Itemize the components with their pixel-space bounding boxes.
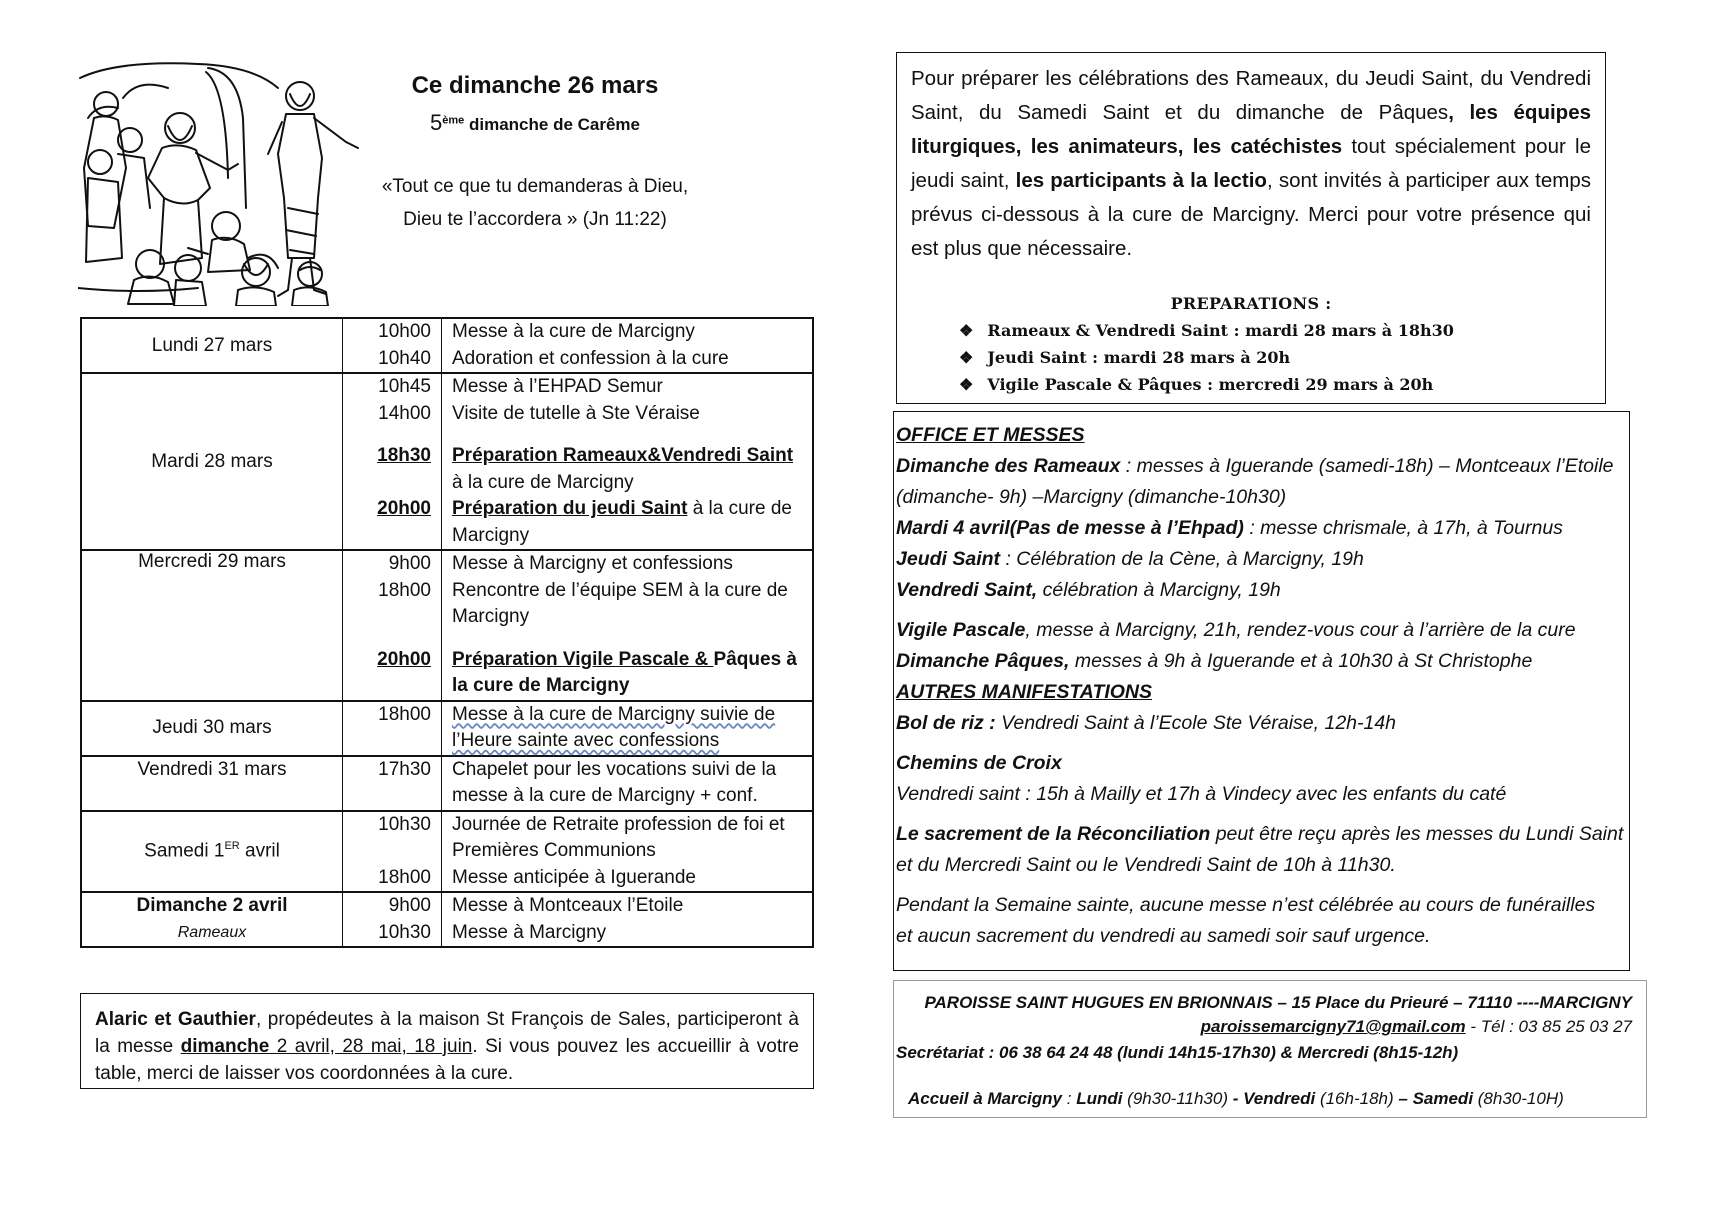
activity: Messe à la cure de Marcigny xyxy=(452,321,695,342)
time: 20h00 xyxy=(377,648,431,670)
activities-cell xyxy=(442,756,814,811)
time: 18h00 xyxy=(378,579,431,601)
office-line xyxy=(896,451,1629,482)
accueil-hours: (8h30-10H) xyxy=(1473,1089,1564,1108)
activity-text: Préparation Vigile Pascale & xyxy=(452,648,714,670)
time: 17h30 xyxy=(378,758,431,780)
time: 10h30 xyxy=(378,813,431,835)
office-line xyxy=(896,513,1629,544)
activity-text: à la cure de xyxy=(687,498,792,519)
office-text: messes à 9h à Iguerande et à 10h30 à St Christophe xyxy=(1069,650,1533,672)
page-title: Ce dimanche 26 mars xyxy=(411,72,659,99)
activity: Visite de tutelle à Ste Véraise xyxy=(452,402,700,424)
office-text: : Célébration de la Cène, à Marcigny, 19h xyxy=(1000,548,1364,570)
activity: à la cure de Marcigny xyxy=(452,471,634,493)
time: 10h30 xyxy=(378,921,431,943)
office-line: Pendant la Semaine sainte, aucune messe n’est célébrée au cours de funérailles xyxy=(896,894,1596,916)
day-text: Samedi 1 xyxy=(144,840,225,862)
office-text: : messe chrismale, à 17h, à Tournus xyxy=(1243,517,1563,539)
notice-names: Alaric et Gauthier xyxy=(95,1009,256,1030)
schedule-row-lundi xyxy=(81,318,813,373)
accueil-hours: (16h-18h) xyxy=(1315,1089,1399,1108)
activity-highlight: la cure de Marcigny xyxy=(452,675,630,696)
preparation-item xyxy=(959,371,1591,398)
subtitle-text: dimanche de Carême xyxy=(464,115,641,134)
office-line: Vendredi saint : 15h à Mailly et 17h à Vindecy avec les enfants du caté xyxy=(896,783,1507,805)
activity-highlight xyxy=(452,647,806,674)
activity: Messe anticipée à Iguerande xyxy=(452,866,696,888)
page-subtitle xyxy=(360,110,710,136)
preparations-title: PREPARATIONS : xyxy=(1170,294,1332,313)
day-cell xyxy=(81,892,343,947)
office-line: et aucun sacrement du vendredi au samedi soir sauf urgence. xyxy=(896,925,1431,947)
subtitle-number: 5 xyxy=(429,110,443,135)
parish-address: PAROISSE SAINT HUGUES EN BRIONNAIS – 15 Place du Prieuré – 71110 ----MARCIGNY xyxy=(924,993,1632,1012)
parish-accueil xyxy=(908,1089,1564,1109)
schedule-row-mardi xyxy=(81,373,813,550)
accueil-day: - Vendredi xyxy=(1232,1089,1316,1108)
day-text: Dimanche 2 avril xyxy=(136,895,288,916)
schedule-row-vendredi xyxy=(81,756,813,811)
preparation-text: Vigile Pascale & Pâques : mercredi 29 mars à 20h xyxy=(987,375,1434,394)
weekly-schedule-table xyxy=(80,317,814,948)
times-cell xyxy=(343,318,442,373)
times-cell xyxy=(343,701,442,756)
lazarus-illustration xyxy=(78,58,368,306)
activity: Messe à l’EHPAD Semur xyxy=(452,376,663,397)
subtitle-ordinal: ème xyxy=(442,114,465,127)
activity: Premières Communions xyxy=(452,840,656,861)
quote-line-2: Dieu te l’accordera » (Jn 11:22) xyxy=(403,209,667,230)
quote-line-1: «Tout ce que tu demanderas à Dieu, xyxy=(381,176,689,197)
time: 18h30 xyxy=(377,445,431,466)
time: 10h45 xyxy=(378,376,431,397)
office-messes-box xyxy=(893,411,1630,971)
office-line: (dimanche- 9h) –Marcigny (dimanche-10h30) xyxy=(896,486,1287,508)
preparation-text: Jeudi Saint : mardi 28 mars à 20h xyxy=(987,348,1291,367)
day-subtitle: Rameaux xyxy=(177,923,247,941)
activities-cell xyxy=(442,318,814,373)
seminarians-notice xyxy=(80,993,814,1089)
office-text: : messes à Iguerande (samedi-18h) – Montceaux l’Etoile xyxy=(1120,455,1614,477)
activity-text: Pâques à xyxy=(713,648,797,670)
schedule-row-dimanche xyxy=(81,892,813,947)
office-line xyxy=(896,544,1629,575)
activity: l’Heure sainte avec confessions xyxy=(452,730,720,751)
time: 18h00 xyxy=(378,866,431,888)
activity: Marcigny xyxy=(452,606,530,627)
office-label: Le sacrement de la Réconciliation xyxy=(896,823,1211,845)
times-cell xyxy=(343,756,442,811)
schedule-row-samedi xyxy=(81,811,813,893)
intro-text: , sont invités à participer aux temps prévus ci-dessous à la cure de Marcigny. Merci pour votre présence qui est plus que nécessaire. xyxy=(911,169,1592,260)
office-label: Mardi 4 avril(Pas de messe à l’Ehpad) xyxy=(896,517,1244,539)
parish-contact-line xyxy=(1201,1017,1632,1037)
section-heading-office: OFFICE ET MESSES xyxy=(896,424,1085,446)
notice-text: , propédeutes à la maison St François de Sales, participeront à la messe xyxy=(95,1009,799,1057)
schedule-row-mercredi xyxy=(81,550,813,701)
office-text: , messe à Marcigny, 21h, rendez-vous cour à l’arrière de la cure xyxy=(1025,619,1576,641)
office-line xyxy=(896,708,1629,739)
activities-cell xyxy=(442,892,814,947)
notice-dimanche: dimanche xyxy=(180,1036,270,1057)
activities-cell xyxy=(442,811,814,893)
office-line: et du Mercredi Saint ou le Vendredi Saint de 10h à 11h30. xyxy=(896,854,1396,876)
office-label: Dimanche Pâques, xyxy=(896,650,1070,672)
preparations-box xyxy=(896,52,1606,404)
section-heading-autres: AUTRES MANIFESTATIONS xyxy=(896,681,1153,703)
office-line xyxy=(896,819,1629,850)
activity: Journée de Retraite profession de foi et xyxy=(452,813,785,835)
activity: Chapelet pour les vocations suivi de la xyxy=(452,758,777,780)
day-ordinal: ER xyxy=(224,840,240,853)
time: 10h40 xyxy=(378,347,431,369)
activity: Adoration et confession à la cure xyxy=(452,347,729,369)
notice-text: . Si vous pouvez les accueillir à votre table, merci de laisser vos coordonnées à la cure. xyxy=(95,1036,799,1084)
preparations-intro xyxy=(911,62,1591,266)
day-cell: Mercredi 29 mars xyxy=(81,550,343,701)
office-label: Chemins de Croix xyxy=(896,752,1062,774)
day-cell xyxy=(81,811,343,893)
time: 10h00 xyxy=(378,321,431,342)
parish-contact-box xyxy=(893,980,1647,1118)
diamond-bullet-icon: ❖ xyxy=(959,321,974,340)
time: 14h00 xyxy=(378,402,431,424)
accueil-hours: (9h30-11h30) xyxy=(1122,1089,1233,1108)
diamond-bullet-icon: ❖ xyxy=(959,375,974,394)
parish-email-link[interactable]: paroissemarcigny71@gmail.com xyxy=(1200,1017,1466,1036)
activity-highlight: Préparation du jeudi Saint xyxy=(452,498,688,519)
office-line xyxy=(896,575,1629,606)
activity xyxy=(452,496,806,523)
day-cell: Lundi 27 mars xyxy=(81,318,343,373)
time: 18h00 xyxy=(378,703,431,725)
accueil-label: Accueil à Marcigny xyxy=(908,1089,1063,1108)
preparation-item xyxy=(959,317,1591,344)
time: 20h00 xyxy=(377,498,431,519)
intro-bold: les participants à la lectio xyxy=(1015,169,1267,192)
office-label: Vigile Pascale xyxy=(896,619,1026,641)
intro-text: Pour préparer les célébrations des Rameaux, du Jeudi Saint, du Vendredi Saint, du Samedi Saint et du dimanche de Pâques xyxy=(911,67,1591,124)
preparations-list xyxy=(959,317,1591,398)
intro-bold: , les équipes liturgiques, les animateurs, les catéchistes xyxy=(911,101,1591,158)
notice-dates: 2 avril, 28 mai, 18 juin xyxy=(269,1036,473,1057)
times-cell xyxy=(343,373,442,550)
preparation-item xyxy=(959,344,1591,371)
office-line xyxy=(896,615,1629,646)
time: 9h00 xyxy=(388,553,431,574)
times-cell xyxy=(343,811,442,893)
office-label: Bol de riz : xyxy=(896,712,996,734)
parish-secretariat: Secrétariat : 06 38 64 24 48 (lundi 14h15-17h30) & Mercredi (8h15-12h) xyxy=(896,1043,1459,1062)
activity: Messe à Marcigny xyxy=(452,921,607,943)
activities-cell xyxy=(442,701,814,756)
parish-phone: - Tél : 03 85 25 03 27 xyxy=(1465,1017,1632,1036)
activity: messe à la cure de Marcigny + conf. xyxy=(452,785,758,806)
day-text: avril xyxy=(239,840,280,862)
office-text: Vendredi Saint à l’Ecole Ste Véraise, 12h-14h xyxy=(995,712,1397,734)
activity: Messe à la cure de Marcigny suivie de xyxy=(452,703,776,725)
times-cell xyxy=(343,550,442,701)
day-cell: Mardi 28 mars xyxy=(81,373,343,550)
accueil-text: : xyxy=(1062,1089,1077,1108)
activities-cell xyxy=(442,373,814,550)
office-text: peut être reçu après les messes du Lundi Saint xyxy=(1210,823,1624,845)
schedule-row-jeudi xyxy=(81,701,813,756)
accueil-day: – Samedi xyxy=(1398,1089,1474,1108)
accueil-day: Lundi xyxy=(1076,1089,1123,1108)
office-label: Dimanche des Rameaux xyxy=(896,455,1121,477)
office-label: Vendredi Saint, xyxy=(896,579,1038,601)
time: 9h00 xyxy=(388,895,431,916)
activity: Messe à Montceaux l’Etoile xyxy=(452,895,684,916)
preparation-text: Rameaux & Vendredi Saint : mardi 28 mars à 18h30 xyxy=(987,321,1454,340)
office-label: Jeudi Saint xyxy=(896,548,1001,570)
day-cell: Vendredi 31 mars xyxy=(81,756,343,811)
activity: Marcigny xyxy=(452,524,530,546)
activity-highlight: Préparation Rameaux&Vendredi Saint xyxy=(452,445,794,466)
times-cell xyxy=(343,892,442,947)
activity: Rencontre de l’équipe SEM à la cure de xyxy=(452,579,788,601)
office-text: célébration à Marcigny, 19h xyxy=(1037,579,1281,601)
diamond-bullet-icon: ❖ xyxy=(959,348,974,367)
activity: Messe à Marcigny et confessions xyxy=(452,553,733,574)
activities-cell xyxy=(442,550,814,701)
intro-text: tout spécialement pour le jeudi saint, xyxy=(911,135,1591,192)
day-cell: Jeudi 30 mars xyxy=(81,701,343,756)
office-line xyxy=(896,646,1629,677)
